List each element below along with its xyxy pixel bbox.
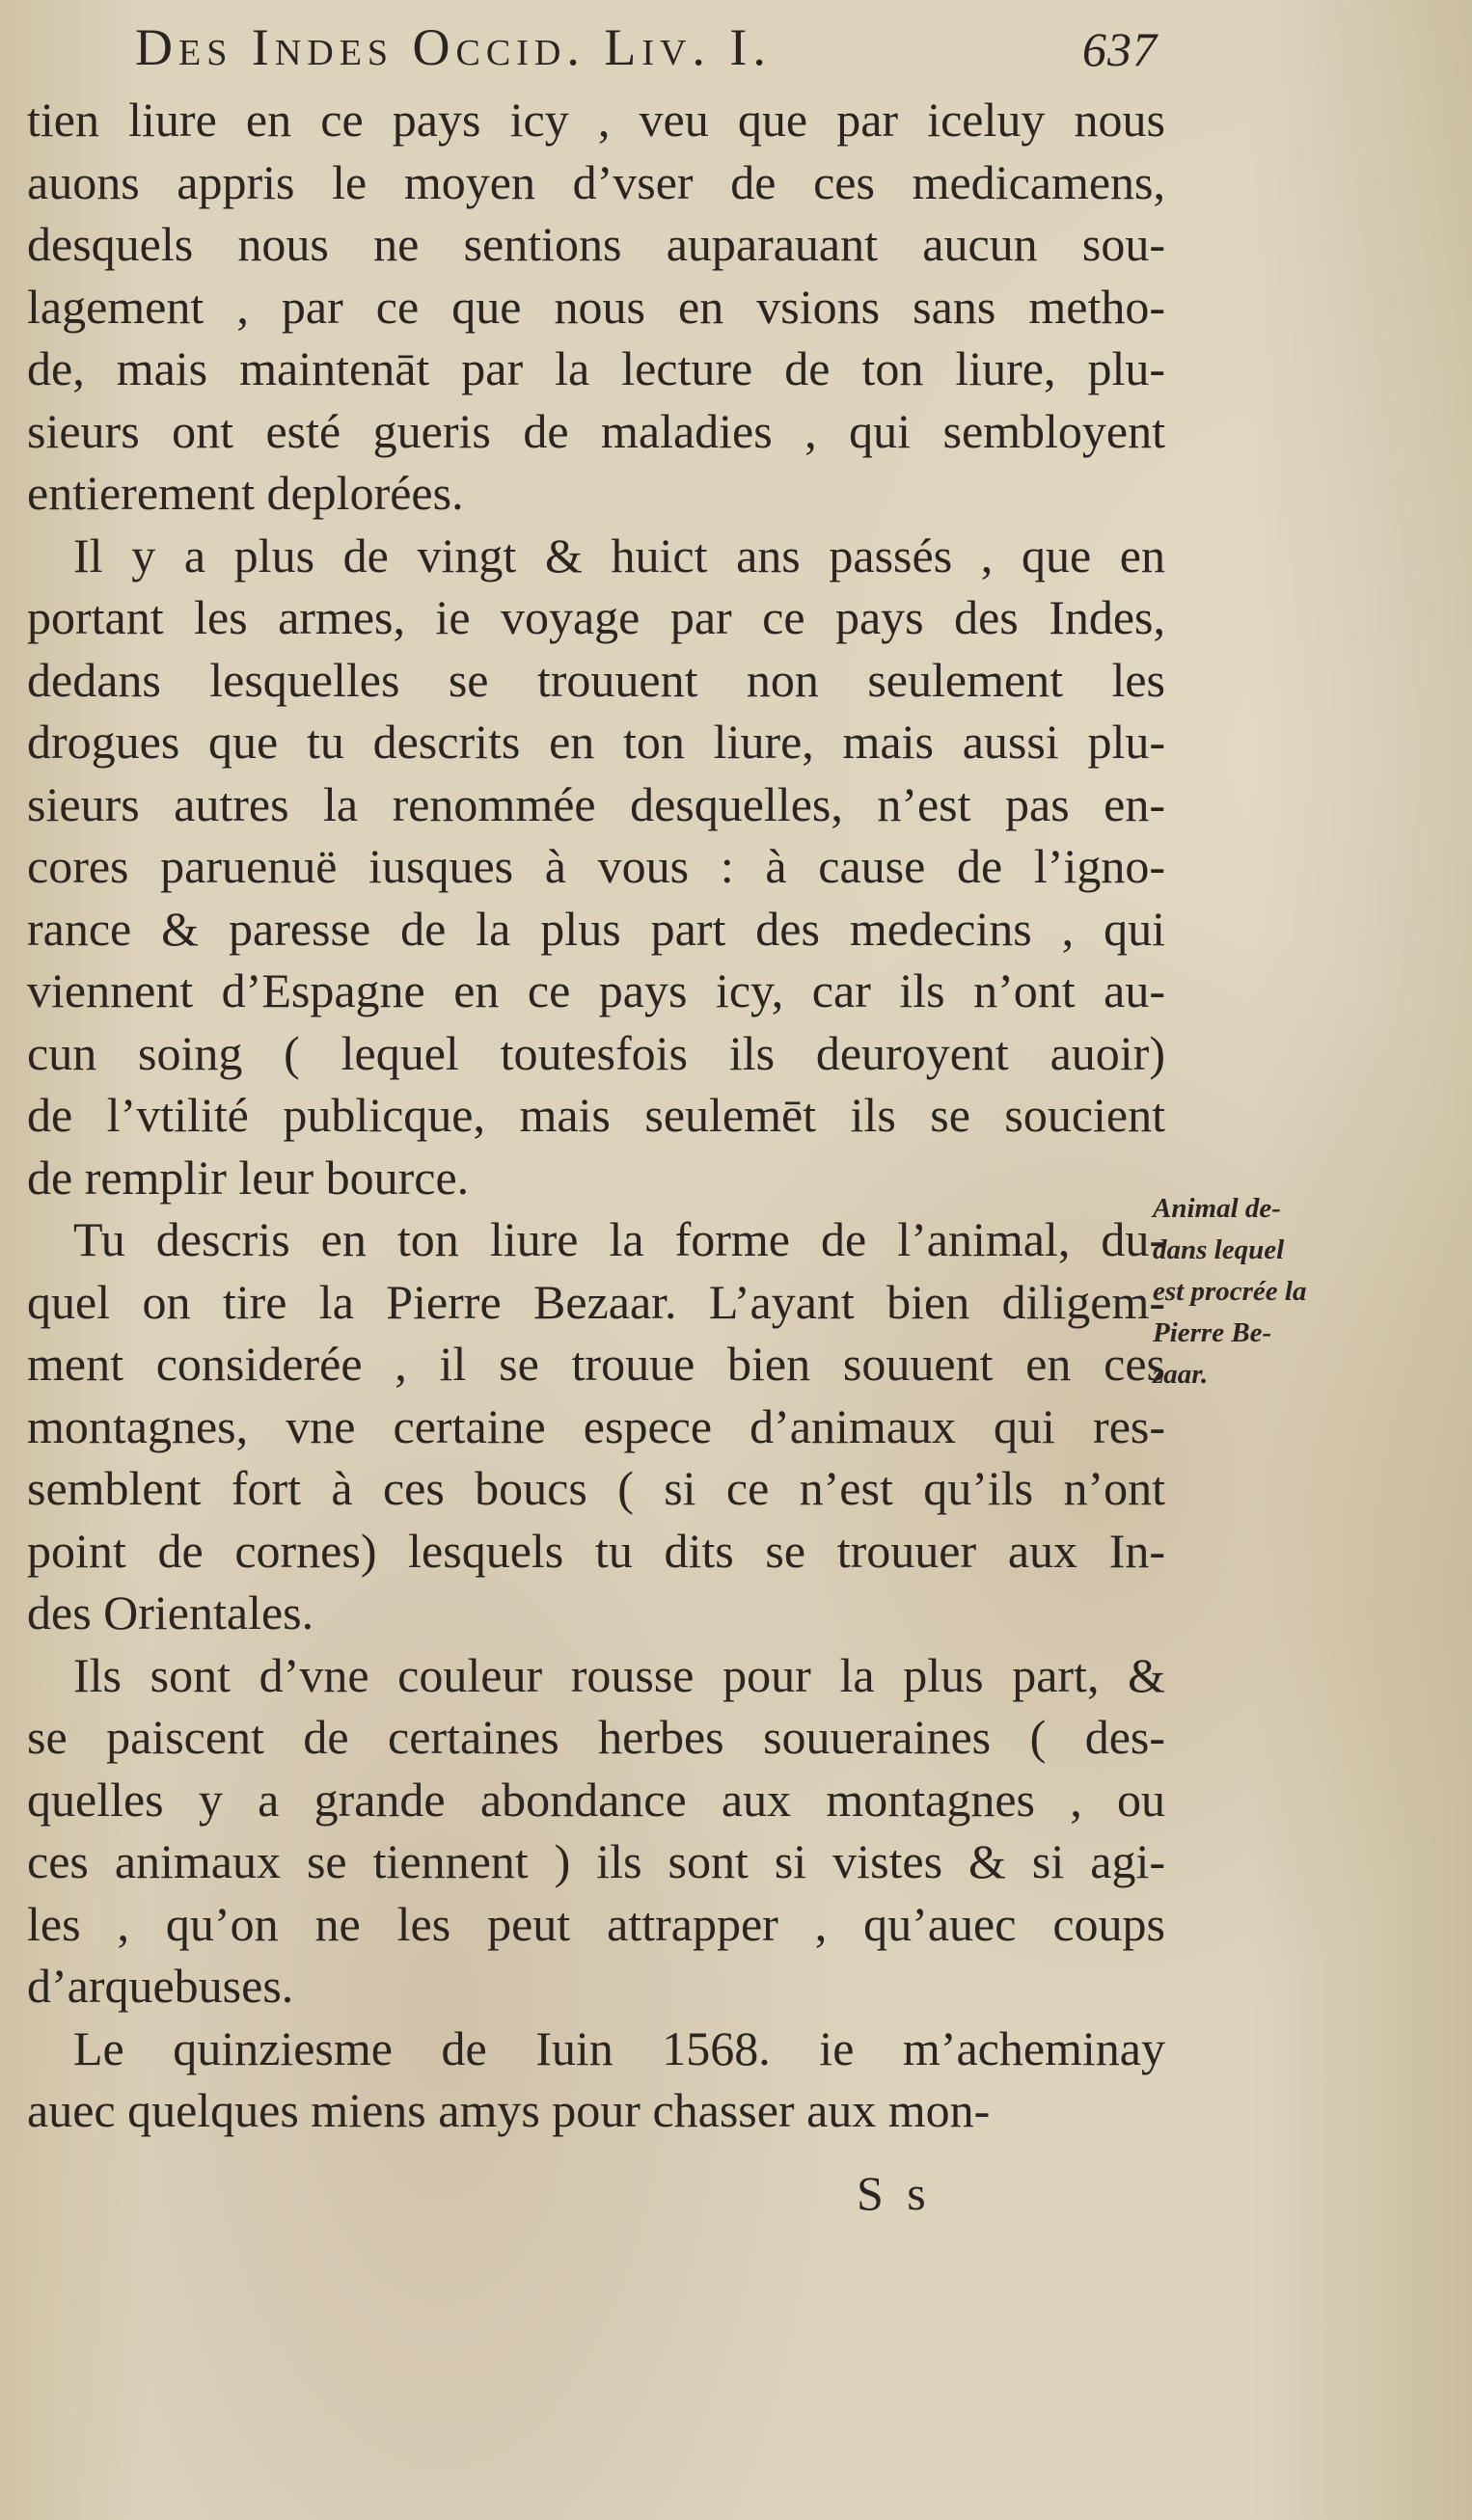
text-line: auec quelques miens amys pour chasser aux mon- [27,2083,991,2137]
text-line: desquels nous ne sentions auparauant aucun sou- [27,217,1165,271]
text-line: entierement deplorées. [27,466,464,520]
running-header [135,17,1158,85]
text-line: auons appris le moyen d’vser de ces medicamens, [27,154,1165,209]
text-line: viennent d’Espagne en ce pays icy, car ils n’ont au- [27,963,1165,1017]
marginal-note [1153,1188,1384,1395]
text-line: de l’vtilité publicque, mais seulemēt ils se soucient [27,1088,1165,1142]
text-line: sieurs autres la renommée desquelles, n’est pas en- [27,776,1165,831]
text-line: dedans lesquelles se trouuent non seulement les [27,652,1165,707]
text-line: ment considerée , il se trouue bien souuent en ces [27,1337,1165,1391]
text-line: point de cornes) lesquels tu dits se trouuer aux In- [27,1523,1165,1578]
text-line: Tu descris en ton liure la forme de l’animal, du- [73,1212,1165,1266]
text-line: de remplir leur bource. [27,1150,470,1205]
text-line: drogues que tu descrits en ton liure, mais aussi plu- [27,715,1165,769]
marginal-note-line: Pierre Be- [1153,1317,1272,1348]
signature-mark: S s [857,2166,932,2220]
text-line: cun soing ( lequel toutesfois ils deuroyent auoir) [27,1025,1165,1080]
text-line: cores paruenuë iusques à vous : à cause de l’igno- [27,839,1165,893]
marginal-note-line: est procrée la [1153,1276,1307,1307]
page-number: 637 [1082,22,1158,76]
main-text-block [27,89,1165,2142]
marginal-note-line: dans lequel [1153,1234,1285,1265]
text-line: d’arquebuses. [27,1959,294,2013]
text-line: Le quinziesme de Iuin 1568. ie m’acheminay [73,2020,1165,2075]
text-line: des Orientales. [27,1585,314,1639]
text-line: Il y a plus de vingt & huict ans passés , que en [73,528,1165,583]
text-line: les , qu’on ne les peut attrapper , qu’auec coups [27,1896,1165,1951]
text-line: rance & paresse de la plus part des medecins , qui [27,901,1165,956]
marginal-note-line: Animal de- [1153,1193,1281,1224]
text-line: tien liure en ce pays icy , veu que par iceluy nous [27,93,1165,147]
text-line: sieurs ont esté gueris de maladies , qui sembloyent [27,403,1165,458]
text-line: montagnes, vne certaine espece d’animaux qui res- [27,1398,1165,1453]
text-line: semblent fort à ces boucs ( si ce n’est qu’ils n’ont [27,1461,1165,1515]
text-line: de, mais maintenāt par la lecture de ton liure, plu- [27,341,1165,395]
text-line: quel on tire la Pierre Bezaar. L’ayant bien diligem- [27,1274,1165,1329]
text-line: se paiscent de certaines herbes souueraines ( des- [27,1710,1165,1764]
text-line: portant les armes, ie voyage par ce pays des Indes, [27,590,1165,644]
text-line: lagement , par ce que nous en vsions sans metho- [27,279,1165,334]
running-title: Des Indes Occid. Liv. I. [135,18,772,76]
text-line: quelles y a grande abondance aux montagnes , ou [27,1772,1165,1827]
text-line: ces animaux se tiennent ) ils sont si vistes & si agi- [27,1834,1165,1888]
text-line: Ils sont d’vne couleur rousse pour la plus part, & [73,1647,1165,1702]
marginal-note-line: zaar. [1153,1359,1209,1390]
